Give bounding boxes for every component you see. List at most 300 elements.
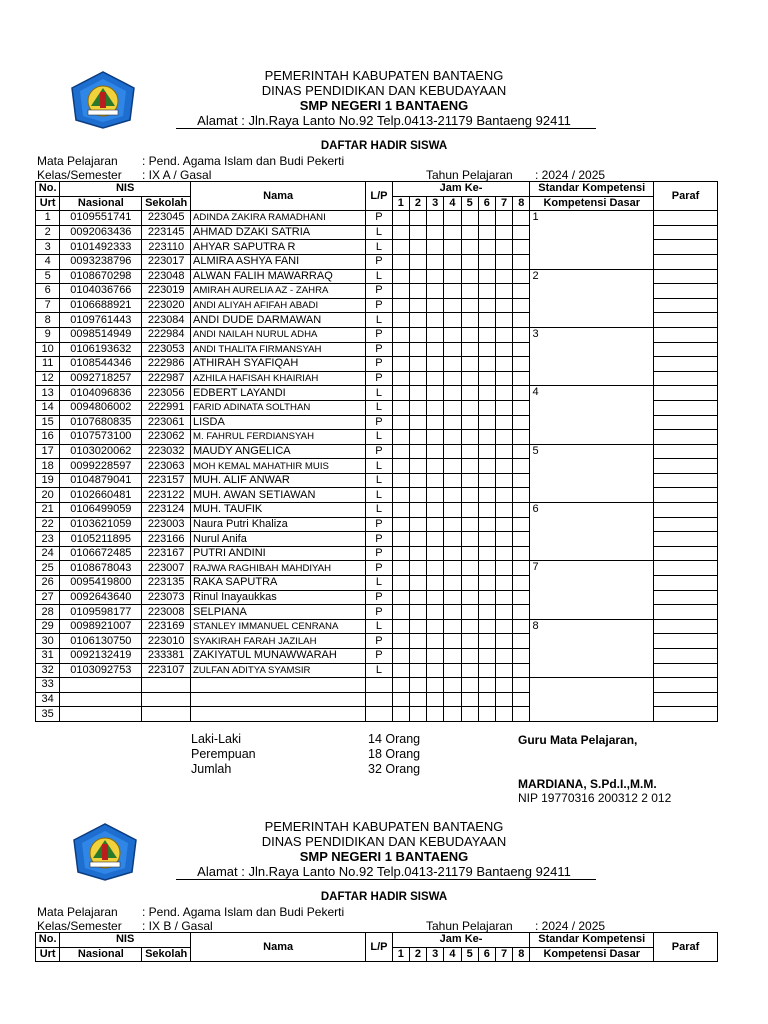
cell-jam-checkbox xyxy=(478,444,495,459)
cell-paraf xyxy=(654,532,718,547)
cell-jam-checkbox xyxy=(495,692,512,707)
cell-paraf xyxy=(654,284,718,299)
cell-jam-checkbox xyxy=(513,342,530,357)
header-jam-col: 5 xyxy=(461,196,478,211)
cell-lp: P xyxy=(366,284,392,299)
cell-kompetensi xyxy=(530,649,654,664)
cell-jam-checkbox xyxy=(409,590,426,605)
year-value: : 2024 / 2025 xyxy=(535,919,606,933)
cell-jam-checkbox xyxy=(495,254,512,269)
cell-jam-checkbox xyxy=(495,415,512,430)
cell-paraf xyxy=(654,707,718,722)
cell-jam-checkbox xyxy=(409,503,426,518)
table-row xyxy=(36,240,718,255)
cell-jam-checkbox xyxy=(461,692,478,707)
cell-jam-checkbox xyxy=(495,605,512,620)
address-underline xyxy=(176,128,596,129)
cell-nis-nasional: 0106193632 xyxy=(60,342,142,357)
cell-jam-checkbox xyxy=(409,605,426,620)
cell-jam-checkbox xyxy=(427,459,444,474)
subject-label: Mata Pelajaran xyxy=(37,905,118,919)
cell-nama: MUH. ALIF ANWAR xyxy=(191,473,366,488)
cell-nama: MOH KEMAL MAHATHIR MUIS xyxy=(191,459,366,474)
cell-jam-checkbox xyxy=(409,415,426,430)
cell-nama: M. FAHRUL FERDIANSYAH xyxy=(191,430,366,445)
cell-jam-checkbox xyxy=(513,532,530,547)
cell-kompetensi xyxy=(530,678,654,693)
cell-jam-checkbox xyxy=(427,663,444,678)
cell-jam-checkbox xyxy=(392,678,409,693)
cell-nis-sekolah: 223107 xyxy=(142,663,191,678)
header-jam-col: 8 xyxy=(513,196,530,211)
cell-jam-checkbox xyxy=(444,415,461,430)
cell-jam-checkbox xyxy=(444,517,461,532)
cell-lp: L xyxy=(366,488,392,503)
cell-paraf xyxy=(654,561,718,576)
cell-no: 33 xyxy=(36,678,60,693)
table-row xyxy=(36,430,718,445)
address-underline xyxy=(176,879,596,880)
cell-nis-sekolah: 223032 xyxy=(142,444,191,459)
header-jam-col: 2 xyxy=(409,947,426,962)
table-row xyxy=(36,371,718,386)
cell-jam-checkbox xyxy=(444,430,461,445)
cell-jam-checkbox xyxy=(444,707,461,722)
cell-jam-checkbox xyxy=(513,254,530,269)
cell-no: 27 xyxy=(36,590,60,605)
header-paraf: Paraf xyxy=(654,182,718,211)
cell-jam-checkbox xyxy=(495,663,512,678)
cell-nis-nasional: 0109551741 xyxy=(60,211,142,226)
cell-jam-checkbox xyxy=(444,298,461,313)
cell-kompetensi: 4 xyxy=(530,386,654,401)
cell-nama: LISDA xyxy=(191,415,366,430)
cell-no: 35 xyxy=(36,707,60,722)
cell-jam-checkbox xyxy=(461,444,478,459)
header-jam-col: 1 xyxy=(392,947,409,962)
cell-lp: P xyxy=(366,605,392,620)
cell-lp: P xyxy=(366,211,392,226)
cell-jam-checkbox xyxy=(495,225,512,240)
cell-jam-checkbox xyxy=(444,619,461,634)
cell-jam-checkbox xyxy=(513,415,530,430)
cell-jam-checkbox xyxy=(427,313,444,328)
cell-nis-sekolah: 223010 xyxy=(142,634,191,649)
cell-nis-nasional: 0109761443 xyxy=(60,313,142,328)
cell-jam-checkbox xyxy=(444,532,461,547)
cell-lp: L xyxy=(366,400,392,415)
cell-jam-checkbox xyxy=(478,707,495,722)
cell-jam-checkbox xyxy=(513,546,530,561)
table-row xyxy=(36,313,718,328)
cell-no: 34 xyxy=(36,692,60,707)
cell-jam-checkbox xyxy=(478,386,495,401)
cell-kompetensi: 3 xyxy=(530,327,654,342)
cell-jam-checkbox xyxy=(495,298,512,313)
cell-jam-checkbox xyxy=(427,415,444,430)
cell-jam-checkbox xyxy=(495,707,512,722)
cell-jam-checkbox xyxy=(495,386,512,401)
cell-jam-checkbox xyxy=(427,503,444,518)
cell-jam-checkbox xyxy=(444,240,461,255)
cell-nis-sekolah xyxy=(142,692,191,707)
cell-jam-checkbox xyxy=(392,473,409,488)
header-nis: NIS xyxy=(60,933,191,948)
cell-kompetensi: 2 xyxy=(530,269,654,284)
cell-kompetensi xyxy=(530,488,654,503)
cell-jam-checkbox xyxy=(427,576,444,591)
cell-jam-checkbox xyxy=(409,619,426,634)
header-jam-col: 2 xyxy=(409,196,426,211)
cell-kompetensi xyxy=(530,692,654,707)
header-kd: Kompetensi Dasar xyxy=(530,947,654,962)
header-jam-col: 1 xyxy=(392,196,409,211)
cell-nama: ZAKIYATUL MUNAWWARAH xyxy=(191,649,366,664)
cell-jam-checkbox xyxy=(461,298,478,313)
cell-nis-sekolah: 223167 xyxy=(142,546,191,561)
cell-nama: RAJWA RAGHIBAH MAHDIYAH xyxy=(191,561,366,576)
cell-jam-checkbox xyxy=(392,269,409,284)
cell-jam-checkbox xyxy=(478,473,495,488)
cell-nama: MUH. TAUFIK xyxy=(191,503,366,518)
cell-jam-checkbox xyxy=(392,663,409,678)
cell-jam-checkbox xyxy=(409,649,426,664)
cell-jam-checkbox xyxy=(409,561,426,576)
header-jam-col: 4 xyxy=(444,947,461,962)
cell-no: 18 xyxy=(36,459,60,474)
header-jam-col: 7 xyxy=(495,947,512,962)
cell-paraf xyxy=(654,678,718,693)
cell-no: 26 xyxy=(36,576,60,591)
cell-nis-sekolah: 223056 xyxy=(142,386,191,401)
cell-paraf xyxy=(654,327,718,342)
cell-jam-checkbox xyxy=(495,400,512,415)
cell-nis-sekolah: 223003 xyxy=(142,517,191,532)
cell-nis-sekolah xyxy=(142,707,191,722)
cell-nis-nasional: 0092643640 xyxy=(60,590,142,605)
cell-jam-checkbox xyxy=(427,240,444,255)
cell-nis-sekolah: 223007 xyxy=(142,561,191,576)
cell-paraf xyxy=(654,605,718,620)
cell-jam-checkbox xyxy=(478,619,495,634)
cell-jam-checkbox xyxy=(461,605,478,620)
cell-no: 12 xyxy=(36,371,60,386)
cell-lp: L xyxy=(366,576,392,591)
cell-nis-sekolah: 223061 xyxy=(142,415,191,430)
cell-kompetensi xyxy=(530,576,654,591)
cell-nis-sekolah: 223073 xyxy=(142,590,191,605)
cell-nama: AZHILA HAFISAH KHAIRIAH xyxy=(191,371,366,386)
cell-jam-checkbox xyxy=(461,327,478,342)
cell-jam-checkbox xyxy=(392,386,409,401)
cell-jam-checkbox xyxy=(461,532,478,547)
cell-nis-sekolah: 222984 xyxy=(142,327,191,342)
cell-jam-checkbox xyxy=(427,590,444,605)
cell-nis-sekolah: 223019 xyxy=(142,284,191,299)
cell-nis-sekolah: 223135 xyxy=(142,576,191,591)
cell-jam-checkbox xyxy=(478,532,495,547)
table-row xyxy=(36,707,718,722)
cell-nis-sekolah: 222987 xyxy=(142,371,191,386)
cell-jam-checkbox xyxy=(461,619,478,634)
cell-jam-checkbox xyxy=(513,327,530,342)
header-jam-col: 8 xyxy=(513,947,530,962)
cell-jam-checkbox xyxy=(409,211,426,226)
cell-jam-checkbox xyxy=(478,634,495,649)
cell-lp: P xyxy=(366,590,392,605)
cell-jam-checkbox xyxy=(427,488,444,503)
cell-jam-checkbox xyxy=(461,400,478,415)
cell-no: 23 xyxy=(36,532,60,547)
cell-kompetensi xyxy=(530,342,654,357)
cell-nis-sekolah: 222986 xyxy=(142,357,191,372)
table-row xyxy=(36,576,718,591)
cell-jam-checkbox xyxy=(427,327,444,342)
attendance-table xyxy=(35,181,718,722)
cell-jam-checkbox xyxy=(409,459,426,474)
male-count-label: Laki-Laki xyxy=(191,732,242,746)
cell-jam-checkbox xyxy=(392,371,409,386)
cell-no: 30 xyxy=(36,634,60,649)
cell-kompetensi xyxy=(530,517,654,532)
header-sk: Standar Kompetensi xyxy=(530,182,654,197)
cell-nis-nasional: 0098514949 xyxy=(60,327,142,342)
cell-kompetensi xyxy=(530,707,654,722)
cell-paraf xyxy=(654,503,718,518)
cell-jam-checkbox xyxy=(444,284,461,299)
cell-no: 29 xyxy=(36,619,60,634)
cell-jam-checkbox xyxy=(392,459,409,474)
table-row xyxy=(36,619,718,634)
cell-jam-checkbox xyxy=(495,371,512,386)
cell-lp: L xyxy=(366,663,392,678)
cell-jam-checkbox xyxy=(513,663,530,678)
cell-jam-checkbox xyxy=(478,211,495,226)
cell-jam-checkbox xyxy=(444,663,461,678)
cell-jam-checkbox xyxy=(461,371,478,386)
cell-paraf xyxy=(654,313,718,328)
cell-jam-checkbox xyxy=(409,663,426,678)
cell-jam-checkbox xyxy=(478,284,495,299)
cell-jam-checkbox xyxy=(513,459,530,474)
cell-kompetensi: 5 xyxy=(530,444,654,459)
cell-lp: P xyxy=(366,634,392,649)
cell-kompetensi xyxy=(530,590,654,605)
cell-paraf xyxy=(654,415,718,430)
cell-jam-checkbox xyxy=(444,342,461,357)
cell-lp xyxy=(366,692,392,707)
cell-kompetensi xyxy=(530,357,654,372)
cell-jam-checkbox xyxy=(427,298,444,313)
cell-jam-checkbox xyxy=(409,488,426,503)
cell-paraf xyxy=(654,634,718,649)
cell-jam-checkbox xyxy=(461,225,478,240)
cell-jam-checkbox xyxy=(427,269,444,284)
cell-jam-checkbox xyxy=(495,532,512,547)
signature-nip: NIP 19770316 200312 2 012 xyxy=(518,791,672,805)
cell-nis-sekolah: 223048 xyxy=(142,269,191,284)
cell-jam-checkbox xyxy=(409,298,426,313)
cell-nis-nasional: 0098921007 xyxy=(60,619,142,634)
year-label: Tahun Pelajaran xyxy=(426,168,513,182)
cell-jam-checkbox xyxy=(427,649,444,664)
cell-paraf xyxy=(654,254,718,269)
table-row xyxy=(36,386,718,401)
letterhead-school-name: SMP NEGERI 1 BANTAENG xyxy=(299,98,469,113)
cell-paraf xyxy=(654,430,718,445)
cell-jam-checkbox xyxy=(409,678,426,693)
cell-jam-checkbox xyxy=(392,254,409,269)
cell-jam-checkbox xyxy=(495,342,512,357)
cell-jam-checkbox xyxy=(409,357,426,372)
cell-jam-checkbox xyxy=(513,473,530,488)
cell-lp: L xyxy=(366,225,392,240)
cell-jam-checkbox xyxy=(427,284,444,299)
cell-kompetensi xyxy=(530,298,654,313)
signature-name: MARDIANA, S.Pd.I.,M.M. xyxy=(518,777,657,791)
header-row xyxy=(36,933,718,948)
cell-jam-checkbox xyxy=(427,342,444,357)
cell-kompetensi xyxy=(530,663,654,678)
header-jam-col: 7 xyxy=(495,196,512,211)
cell-jam-checkbox xyxy=(444,211,461,226)
cell-nis-nasional: 0106499059 xyxy=(60,503,142,518)
cell-no: 8 xyxy=(36,313,60,328)
cell-lp: L xyxy=(366,386,392,401)
cell-jam-checkbox xyxy=(392,327,409,342)
cell-jam-checkbox xyxy=(392,298,409,313)
cell-paraf xyxy=(654,649,718,664)
cell-paraf xyxy=(654,298,718,313)
cell-nama: ZULFAN ADITYA SYAMSIR xyxy=(191,663,366,678)
cell-paraf xyxy=(654,240,718,255)
cell-paraf xyxy=(654,576,718,591)
class-value: : IX B / Gasal xyxy=(142,919,213,933)
cell-jam-checkbox xyxy=(478,225,495,240)
cell-jam-checkbox xyxy=(495,503,512,518)
table-row xyxy=(36,488,718,503)
cell-nis-nasional xyxy=(60,678,142,693)
cell-jam-checkbox xyxy=(409,386,426,401)
cell-nis-nasional: 0107680835 xyxy=(60,415,142,430)
cell-jam-checkbox xyxy=(427,546,444,561)
cell-kompetensi xyxy=(530,240,654,255)
cell-kompetensi xyxy=(530,532,654,547)
cell-kompetensi xyxy=(530,284,654,299)
cell-jam-checkbox xyxy=(478,357,495,372)
cell-nama: Naura Putri Khaliza xyxy=(191,517,366,532)
cell-jam-checkbox xyxy=(409,254,426,269)
cell-kompetensi xyxy=(530,254,654,269)
cell-jam-checkbox xyxy=(495,211,512,226)
letterhead-line-2: DINAS PENDIDIKAN DAN KEBUDAYAAN xyxy=(261,83,507,98)
cell-lp: P xyxy=(366,298,392,313)
cell-nis-nasional: 0092132419 xyxy=(60,649,142,664)
cell-jam-checkbox xyxy=(495,590,512,605)
cell-nama xyxy=(191,692,366,707)
cell-jam-checkbox xyxy=(427,254,444,269)
cell-jam-checkbox xyxy=(513,561,530,576)
cell-no: 15 xyxy=(36,415,60,430)
cell-jam-checkbox xyxy=(409,546,426,561)
cell-no: 32 xyxy=(36,663,60,678)
cell-lp: P xyxy=(366,357,392,372)
header-jam: Jam Ke- xyxy=(392,182,530,197)
cell-nis-sekolah: 223063 xyxy=(142,459,191,474)
cell-jam-checkbox xyxy=(461,430,478,445)
cell-no: 13 xyxy=(36,386,60,401)
year-label: Tahun Pelajaran xyxy=(426,919,513,933)
cell-nama: ANDI NAILAH NURUL ADHA xyxy=(191,327,366,342)
table-row xyxy=(36,532,718,547)
cell-paraf xyxy=(654,619,718,634)
cell-jam-checkbox xyxy=(461,590,478,605)
cell-nis-sekolah: 223166 xyxy=(142,532,191,547)
cell-jam-checkbox xyxy=(444,225,461,240)
cell-jam-checkbox xyxy=(478,298,495,313)
cell-jam-checkbox xyxy=(392,649,409,664)
cell-jam-checkbox xyxy=(513,313,530,328)
cell-nis-sekolah: 223145 xyxy=(142,225,191,240)
cell-no: 31 xyxy=(36,649,60,664)
table-row xyxy=(36,517,718,532)
cell-jam-checkbox xyxy=(478,678,495,693)
table-row xyxy=(36,327,718,342)
total-count-label: Jumlah xyxy=(191,762,232,776)
cell-jam-checkbox xyxy=(392,225,409,240)
cell-jam-checkbox xyxy=(427,692,444,707)
cell-lp xyxy=(366,707,392,722)
cell-jam-checkbox xyxy=(461,649,478,664)
cell-no: 19 xyxy=(36,473,60,488)
header-jam-col: 5 xyxy=(461,947,478,962)
cell-jam-checkbox xyxy=(461,269,478,284)
cell-lp: P xyxy=(366,327,392,342)
cell-jam-checkbox xyxy=(478,503,495,518)
cell-jam-checkbox xyxy=(444,400,461,415)
cell-nama: AMIRAH AURELIA AZ - ZAHRA xyxy=(191,284,366,299)
cell-jam-checkbox xyxy=(409,225,426,240)
cell-jam-checkbox xyxy=(513,371,530,386)
letterhead-line-1: PEMERINTAH KABUPATEN BANTAENG xyxy=(264,819,504,834)
cell-no: 20 xyxy=(36,488,60,503)
cell-jam-checkbox xyxy=(478,342,495,357)
cell-jam-checkbox xyxy=(478,576,495,591)
header-jam: Jam Ke- xyxy=(392,933,530,948)
cell-jam-checkbox xyxy=(513,211,530,226)
cell-jam-checkbox xyxy=(495,634,512,649)
cell-nama: Rinul Inayaukkas xyxy=(191,590,366,605)
cell-jam-checkbox xyxy=(392,313,409,328)
cell-jam-checkbox xyxy=(513,400,530,415)
cell-jam-checkbox xyxy=(513,590,530,605)
cell-nis-nasional: 0094806002 xyxy=(60,400,142,415)
header-sk: Standar Kompetensi xyxy=(530,933,654,948)
class-label: Kelas/Semester xyxy=(37,168,122,182)
subject-value: : Pend. Agama Islam dan Budi Pekerti xyxy=(142,905,345,919)
cell-nis-nasional: 0105211895 xyxy=(60,532,142,547)
cell-jam-checkbox xyxy=(392,576,409,591)
cell-kompetensi xyxy=(530,225,654,240)
header-urt: Urt xyxy=(36,196,60,211)
header-paraf: Paraf xyxy=(654,933,718,962)
cell-jam-checkbox xyxy=(513,488,530,503)
cell-jam-checkbox xyxy=(444,590,461,605)
cell-jam-checkbox xyxy=(478,459,495,474)
cell-jam-checkbox xyxy=(513,619,530,634)
header-lp: L/P xyxy=(366,182,392,211)
cell-lp: L xyxy=(366,269,392,284)
